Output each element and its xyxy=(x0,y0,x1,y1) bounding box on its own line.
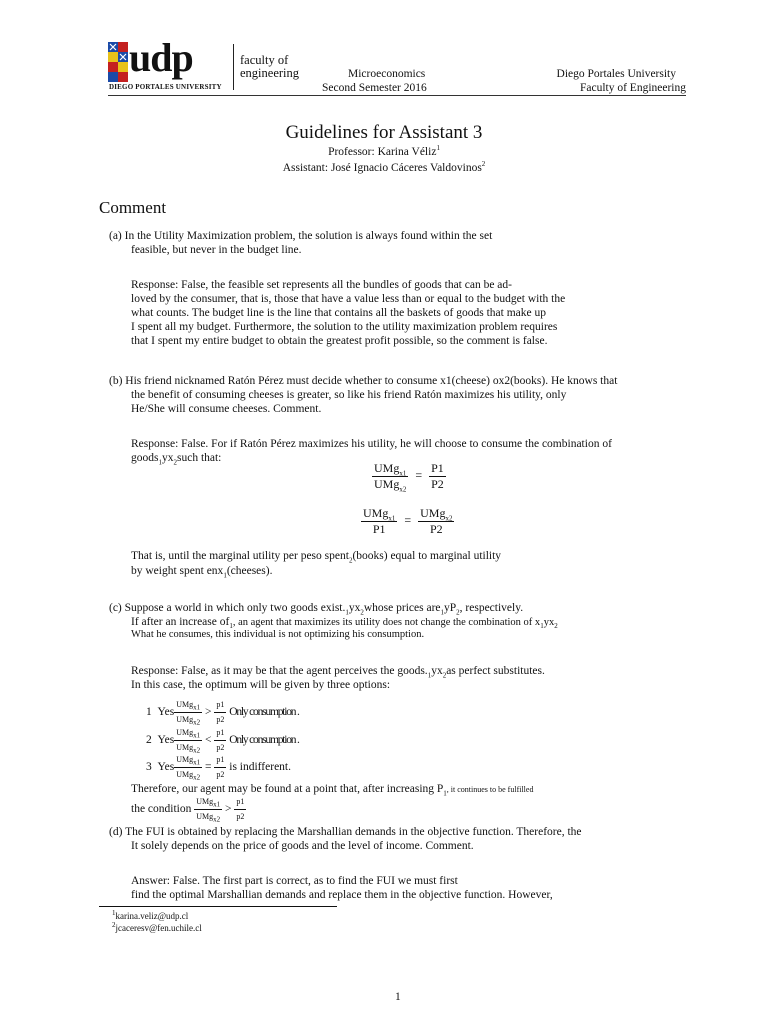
item-c-question-line-1 xyxy=(109,601,523,615)
eq1-left-fraction xyxy=(372,461,408,492)
eq2-left-fraction xyxy=(361,506,397,537)
umg: UMg xyxy=(176,715,194,724)
option-1 xyxy=(146,698,299,727)
eq1-right-fraction xyxy=(429,461,446,492)
header-divider xyxy=(233,44,234,90)
x2: x2 xyxy=(193,718,201,727)
item-a-question-line-2: feasible, but never in the budget line. xyxy=(131,244,302,256)
x2: x2 xyxy=(213,815,221,824)
operator: < xyxy=(205,734,212,747)
item-b-response-line-3 xyxy=(131,549,501,563)
item-d-question-line-1: (d) The FUI is obtained by replacing the Marshallian demands in the objective function. Therefore, the xyxy=(109,826,582,838)
eq2-right-fraction xyxy=(418,506,454,537)
item-a-response-line-2: loved by the consumer, that is, those that have a value less than or equal to the budget with the xyxy=(131,293,566,305)
item-a-response-line-1: Response: False, the feasible set represents all the bundles of goods that can be ad- xyxy=(131,279,512,291)
footnote-email[interactable]: jcaceresv@fen.uchile.cl xyxy=(115,923,202,933)
subscript: 2 xyxy=(456,608,460,617)
p1: p1 xyxy=(234,795,246,810)
text: Therefore, our agent may be found at a point that, after increasing P xyxy=(131,783,444,795)
page-title: Guidelines for Assistant 3 xyxy=(285,122,483,143)
equation-2 xyxy=(361,506,454,537)
text: as perfect substitutes. xyxy=(446,665,545,677)
operator: > xyxy=(205,706,212,719)
text: If after an increase of xyxy=(131,616,230,628)
item-d-response-line-1: Answer: False. The first part is correct, as to find the FUI we must first xyxy=(131,875,458,887)
umg: UMg xyxy=(196,812,214,821)
p2: p2 xyxy=(216,770,225,779)
option-yes: Yes xyxy=(157,761,175,774)
text: goods xyxy=(131,452,159,464)
footnote-email[interactable]: karina.veliz@udp.cl xyxy=(115,911,189,921)
professor-line xyxy=(0,146,768,158)
footnote-2 xyxy=(112,923,202,933)
text: That is, until the marginal utility per peso spent xyxy=(131,550,349,562)
item-a-response-line-3: what counts. The budget line is the line that contains all the baskets of goods that make up xyxy=(131,307,546,319)
price-ratio xyxy=(214,698,226,727)
umg: UMg xyxy=(176,770,194,779)
text: yx xyxy=(348,602,361,614)
p2: p2 xyxy=(236,812,245,821)
subscript: 1 xyxy=(223,571,227,580)
section-title: Comment xyxy=(99,198,167,217)
eq1-denominator: UMg xyxy=(374,477,400,491)
option-yes: Yes xyxy=(157,706,175,719)
item-c-question-line-2 xyxy=(131,615,558,630)
footnote-ref-2: 2 xyxy=(481,160,486,169)
option-yes: Yes xyxy=(157,734,175,747)
umg: UMg xyxy=(196,797,214,806)
text: the condition xyxy=(131,803,192,816)
item-b-response-line-4 xyxy=(131,564,272,578)
subscript: 2 xyxy=(173,458,177,467)
text: , respectively. xyxy=(459,602,524,614)
option-number: 1 xyxy=(146,706,152,719)
umg-ratio xyxy=(174,698,202,727)
faculty-name: Faculty of Engineering xyxy=(579,82,686,94)
equals-sign: = xyxy=(404,513,412,528)
operator: > xyxy=(225,803,232,816)
price-ratio xyxy=(214,753,226,782)
text: , an agent that maximizes its utility does not change the combination of x xyxy=(232,617,541,628)
item-c-response-line-2: In this case, the optimum will be given by three options: xyxy=(131,679,391,691)
subscript: 2 xyxy=(348,556,353,565)
eq1-numerator-sub: x1 xyxy=(399,469,407,478)
subscript: 1 xyxy=(540,622,544,631)
item-b-question-line-1: (b) His friend nicknamed Ratón Pérez must decide whether to consume x1(cheese) ox2(books). He knows that xyxy=(109,375,618,387)
footnote-mark: 2 xyxy=(112,921,116,929)
item-b-question-line-3: He/She will consume cheeses. Comment. xyxy=(131,403,322,415)
semester: Second Semester 2016 xyxy=(322,82,427,94)
umg: UMg xyxy=(176,728,194,737)
text: whose prices are xyxy=(363,602,441,614)
x1: x1 xyxy=(193,731,201,740)
umg-ratio xyxy=(194,795,222,824)
footnote-mark: 1 xyxy=(112,909,116,917)
footnote-1 xyxy=(112,911,188,921)
footnote-ref-1: 1 xyxy=(436,144,440,153)
text: such that: xyxy=(176,452,222,464)
option-text: Only consumption . xyxy=(229,734,299,747)
item-b-question-line-2: the benefit of consuming cheeses is greater, so like his friend Ratón maximizes his utility, only xyxy=(131,389,567,401)
eq1-denominator-sub: x2 xyxy=(399,485,407,494)
faculty-line-1: faculty of xyxy=(240,53,289,67)
option-text: Only consumption . xyxy=(229,706,299,719)
eq2-left-numerator-sub: x1 xyxy=(388,514,396,523)
umg: UMg xyxy=(176,743,194,752)
header-rule xyxy=(108,95,686,96)
eq1-right-denominator: P2 xyxy=(431,477,444,491)
item-c-response-line-4 xyxy=(131,795,246,824)
x1: x1 xyxy=(193,703,201,712)
item-d-question-line-2: It solely depends on the price of goods and the level of income. Comment. xyxy=(131,840,474,852)
faculty-line-2: engineering xyxy=(240,66,300,80)
p2: p2 xyxy=(216,743,225,752)
subscript: 1 xyxy=(440,608,445,617)
logo-subtitle: DIEGO PORTALES UNIVERSITY xyxy=(109,83,222,91)
x1: x1 xyxy=(193,758,201,767)
umg-ratio xyxy=(174,726,202,755)
umg: UMg xyxy=(176,700,194,709)
x1: x1 xyxy=(213,800,221,809)
item-a-question-line-1: (a) In the Utility Maximization problem, the solution is always found within the set xyxy=(109,230,493,242)
text: yP xyxy=(444,602,457,614)
text: by weight spent enx xyxy=(131,565,224,577)
professor: Professor: Karina Véliz xyxy=(328,146,437,158)
equation-1 xyxy=(372,461,446,492)
subscript: 1 xyxy=(427,671,432,680)
text: yx xyxy=(431,665,443,677)
text: Response: False, as it may be that the agent perceives the goods. xyxy=(131,665,428,677)
p1: p1 xyxy=(214,726,226,741)
item-b-response-line-2 xyxy=(131,451,221,465)
subscript: 1 xyxy=(229,622,233,631)
p1: p1 xyxy=(214,698,226,713)
price-ratio xyxy=(234,795,246,824)
option-3 xyxy=(146,753,291,782)
x2: x2 xyxy=(193,746,201,755)
university-name: Diego Portales University xyxy=(556,68,676,80)
assistant: Assistant: José Ignacio Cáceres Valdovinos xyxy=(282,162,482,174)
option-text: is indifferent. xyxy=(229,761,291,774)
subscript: 1 xyxy=(158,458,162,467)
text: (cheeses). xyxy=(226,565,273,577)
umg: UMg xyxy=(176,755,194,764)
text: (c) Suppose a world in which only two goods exist. xyxy=(109,602,346,614)
subscript: 2 xyxy=(442,671,447,680)
eq2-right-numerator-sub: x2 xyxy=(445,514,453,523)
option-number: 2 xyxy=(146,734,152,747)
text: (books) equal to marginal utility xyxy=(352,550,502,562)
logo-wordmark: udp xyxy=(129,35,193,80)
p1: p1 xyxy=(214,753,226,768)
option-number: 3 xyxy=(146,761,152,774)
subscript: 2 xyxy=(360,608,364,617)
item-c-response-line-1 xyxy=(131,664,545,678)
subscript: 1 xyxy=(443,789,447,798)
equals-sign: = xyxy=(415,468,423,483)
page-number: 1 xyxy=(395,991,401,1003)
text: yx xyxy=(543,617,555,628)
p2: p2 xyxy=(216,715,225,724)
option-2 xyxy=(146,726,299,755)
eq2-right-numerator: UMg xyxy=(420,506,446,520)
footnote-rule xyxy=(99,906,337,907)
price-ratio xyxy=(214,726,226,755)
item-a-response-line-4: I spent all my budget. Furthermore, the solution to the utility maximization problem requires xyxy=(131,321,558,333)
item-b-response-line-1: Response: False. For if Ratón Pérez maximizes his utility, he will choose to consume the combination of xyxy=(131,438,612,450)
text: yx xyxy=(161,452,174,464)
item-a-response-line-5: that I spent my entire budget to obtain the greatest profit possible, so the comment is false. xyxy=(131,335,548,347)
assistant-line xyxy=(0,162,768,174)
subscript: 2 xyxy=(554,622,558,631)
item-c-question-line-3: What he consumes, this individual is not optimizing his consumption. xyxy=(131,629,425,640)
text: , it continues to be fulfilled xyxy=(446,785,534,794)
x2: x2 xyxy=(193,773,201,782)
eq2-left-numerator: UMg xyxy=(363,506,389,520)
item-d-response-line-2: find the optimal Marshallian demands and replace them in the objective function. However, xyxy=(131,889,553,901)
eq1-numerator: UMg xyxy=(374,461,400,475)
eq2-right-denominator: P2 xyxy=(429,522,443,536)
course-name: Microeconomics xyxy=(348,68,426,80)
faculty-label xyxy=(240,54,299,80)
eq1-right-numerator: P1 xyxy=(431,461,444,475)
university-shield-icon xyxy=(108,42,128,82)
operator: = xyxy=(205,761,212,774)
subscript: 1 xyxy=(345,608,349,617)
umg-ratio xyxy=(174,753,202,782)
eq2-left-denominator: P1 xyxy=(372,522,386,536)
